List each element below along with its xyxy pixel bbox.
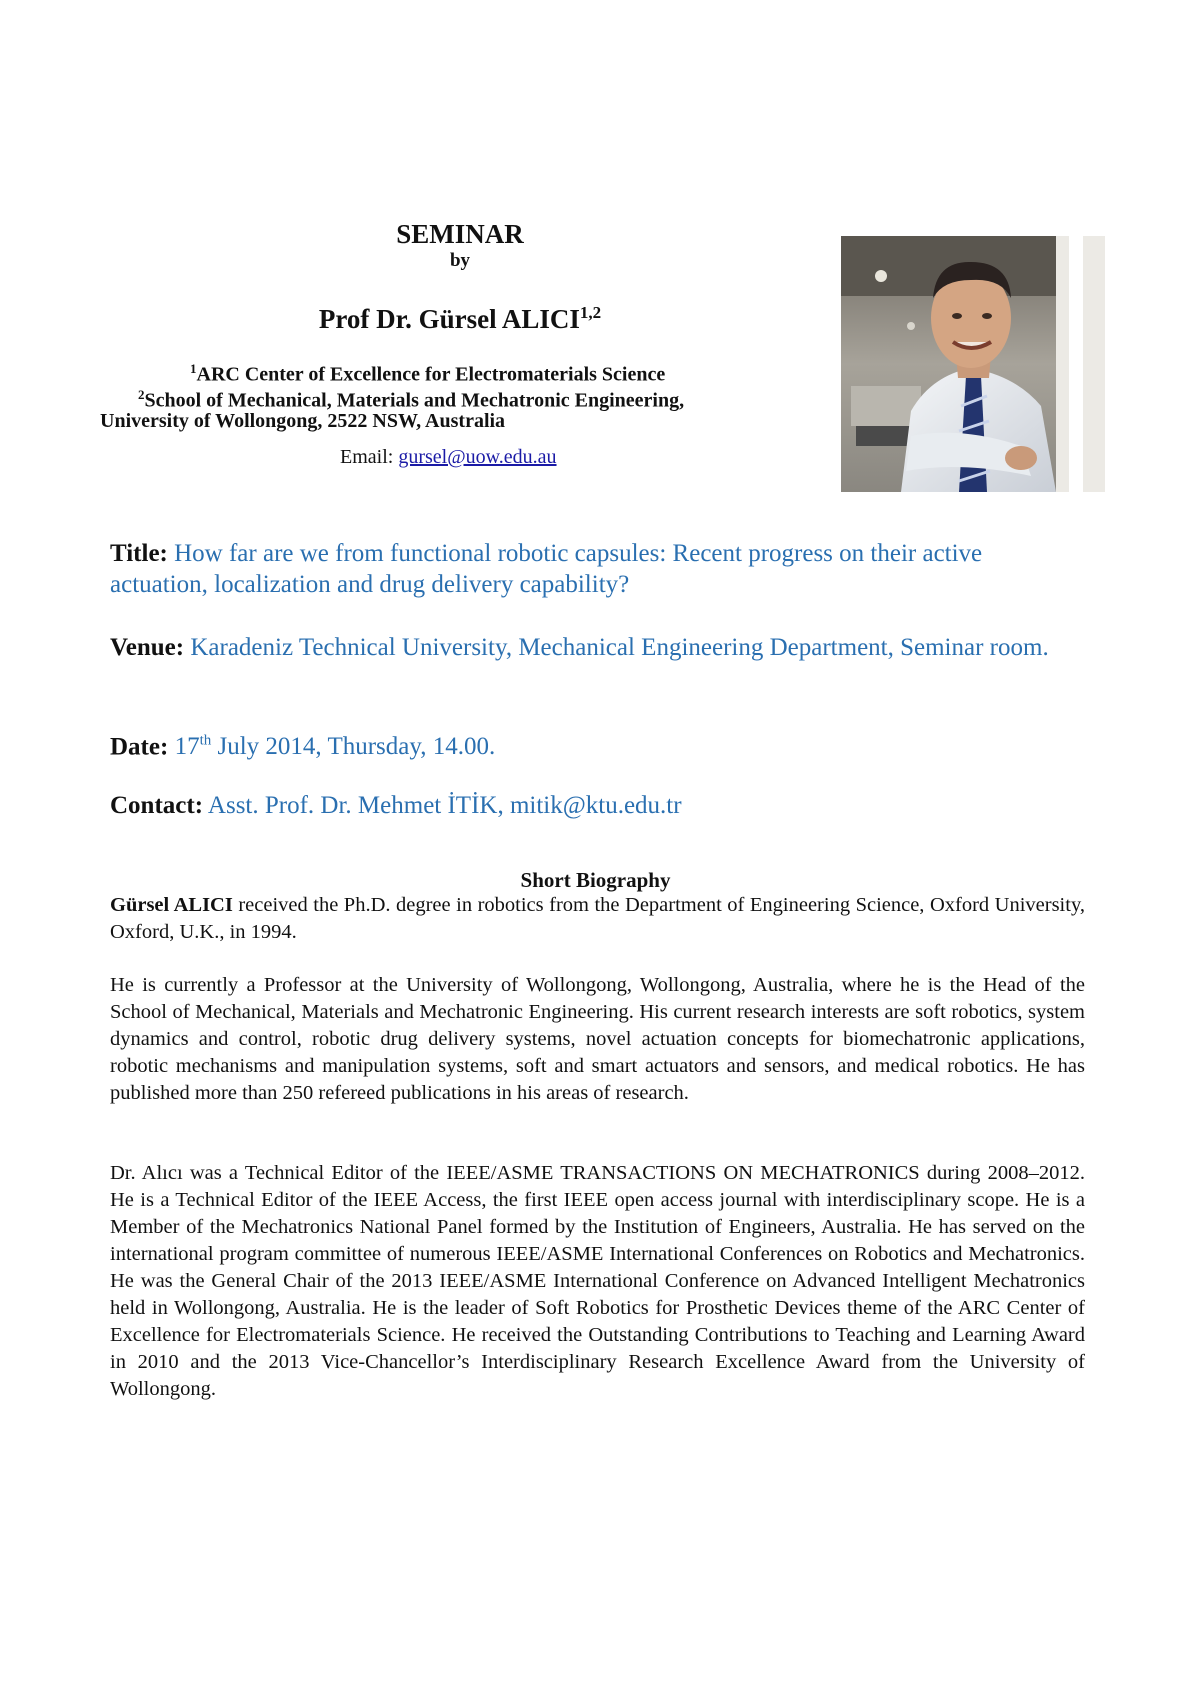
speaker-name-superscript: 1,2 <box>579 303 602 322</box>
biography-paragraph-3: Dr. Alıcı was a Technical Editor of the IEEE/ASME TRANSACTIONS ON MECHATRONICS during 2008–2012. He is a Technical Editor of the IEEE Access, the first IEEE open access journal with interdisciplinary scope. He is a Member of the Mechatronics National Panel formed by the Institution of Engineers, Australia. He has served on the international program committee of numerous IEEE/ASME International Conferences on Robotics and Mechatronics. He was the General Chair of the 2013 IEEE/ASME International Conference on Advanced Intelligent Mechatronics held in Wollongong, Australia. He is the leader of Soft Robotics for Prosthetic Devices theme of the ARC Center of Excellence for Electromaterials Science. He received the Outstanding Contributions to Teaching and Learning Award in 2010 and the 2013 Vice-Chancellor’s Interdisciplinary Research Excellence Award from the University of Wollongong. <box>110 1162 1085 1400</box>
speaker-portrait-image <box>841 236 1105 492</box>
biography-p1-text: received the Ph.D. degree in robotics from the Department of Engineering Science, Oxford University, Oxford, U.K., in 1994. <box>110 894 1085 943</box>
seminar-header <box>100 218 820 468</box>
title-field <box>110 538 1085 600</box>
contact-field <box>110 790 1085 821</box>
date-superscript: th <box>199 733 212 749</box>
title-value: How far are we from functional robotic capsules: Recent progress on their active actuation, localization and drug delivery capability? <box>110 540 983 598</box>
speaker-photo <box>841 236 1105 492</box>
date-value <box>175 733 496 760</box>
speaker-name <box>100 296 820 336</box>
venue-value: Karadeniz Technical University, Mechanical Engineering Department, Seminar room. <box>190 634 1049 661</box>
biography-name: Gürsel ALICI <box>110 894 233 916</box>
contact-value: Asst. Prof. Dr. Mehmet İTİK, mitik@ktu.edu.tr <box>207 792 682 819</box>
affiliation-2-superscript: 2 <box>138 387 145 402</box>
date-label: Date: <box>110 733 169 761</box>
by-line: by <box>449 250 471 271</box>
title-label: Title: <box>110 540 168 567</box>
venue-field <box>110 632 1085 663</box>
email-line <box>340 446 557 469</box>
affiliation-1-superscript: 1 <box>190 361 197 376</box>
biography-heading: Short Biography <box>520 868 671 892</box>
date-field <box>110 726 1085 762</box>
biography-paragraph-2: He is currently a Professor at the University of Wollongong, Wollongong, Australia, where he is the Head of the School of Mechanical, Materials and Mechatronic Engineering. His current research interests are soft robotics, system dynamics and control, robotic drug delivery systems, novel actuation concepts for biomechatronic applications, robotic mechanisms and manipulation systems, soft and smart actuators and sensors, and medical robotics. He has published more than 250 refereed publications in his areas of research. <box>110 974 1085 1104</box>
biography-paragraph-1 <box>110 892 1085 946</box>
seminar-heading: SEMINAR <box>396 219 524 249</box>
contact-label: Contact: <box>110 792 204 819</box>
affiliation-1-text: ARC Center of Excellence for Electromaterials Science <box>196 363 666 386</box>
affiliation-2-text: School of Mechanical, Materials and Mechatronic Engineering, <box>144 389 685 412</box>
date-rest: July 2014, Thursday, 14.00. <box>211 733 496 761</box>
affiliation-3: University of Wollongong, 2522 NSW, Australia <box>100 410 506 432</box>
email-link[interactable]: gursel@uow.edu.au <box>398 446 557 468</box>
email-label: Email: <box>340 446 399 468</box>
venue-label: Venue: <box>110 634 185 661</box>
date-day: 17 <box>174 733 200 761</box>
speaker-name-text: Prof Dr. Gürsel ALICI <box>318 304 580 334</box>
